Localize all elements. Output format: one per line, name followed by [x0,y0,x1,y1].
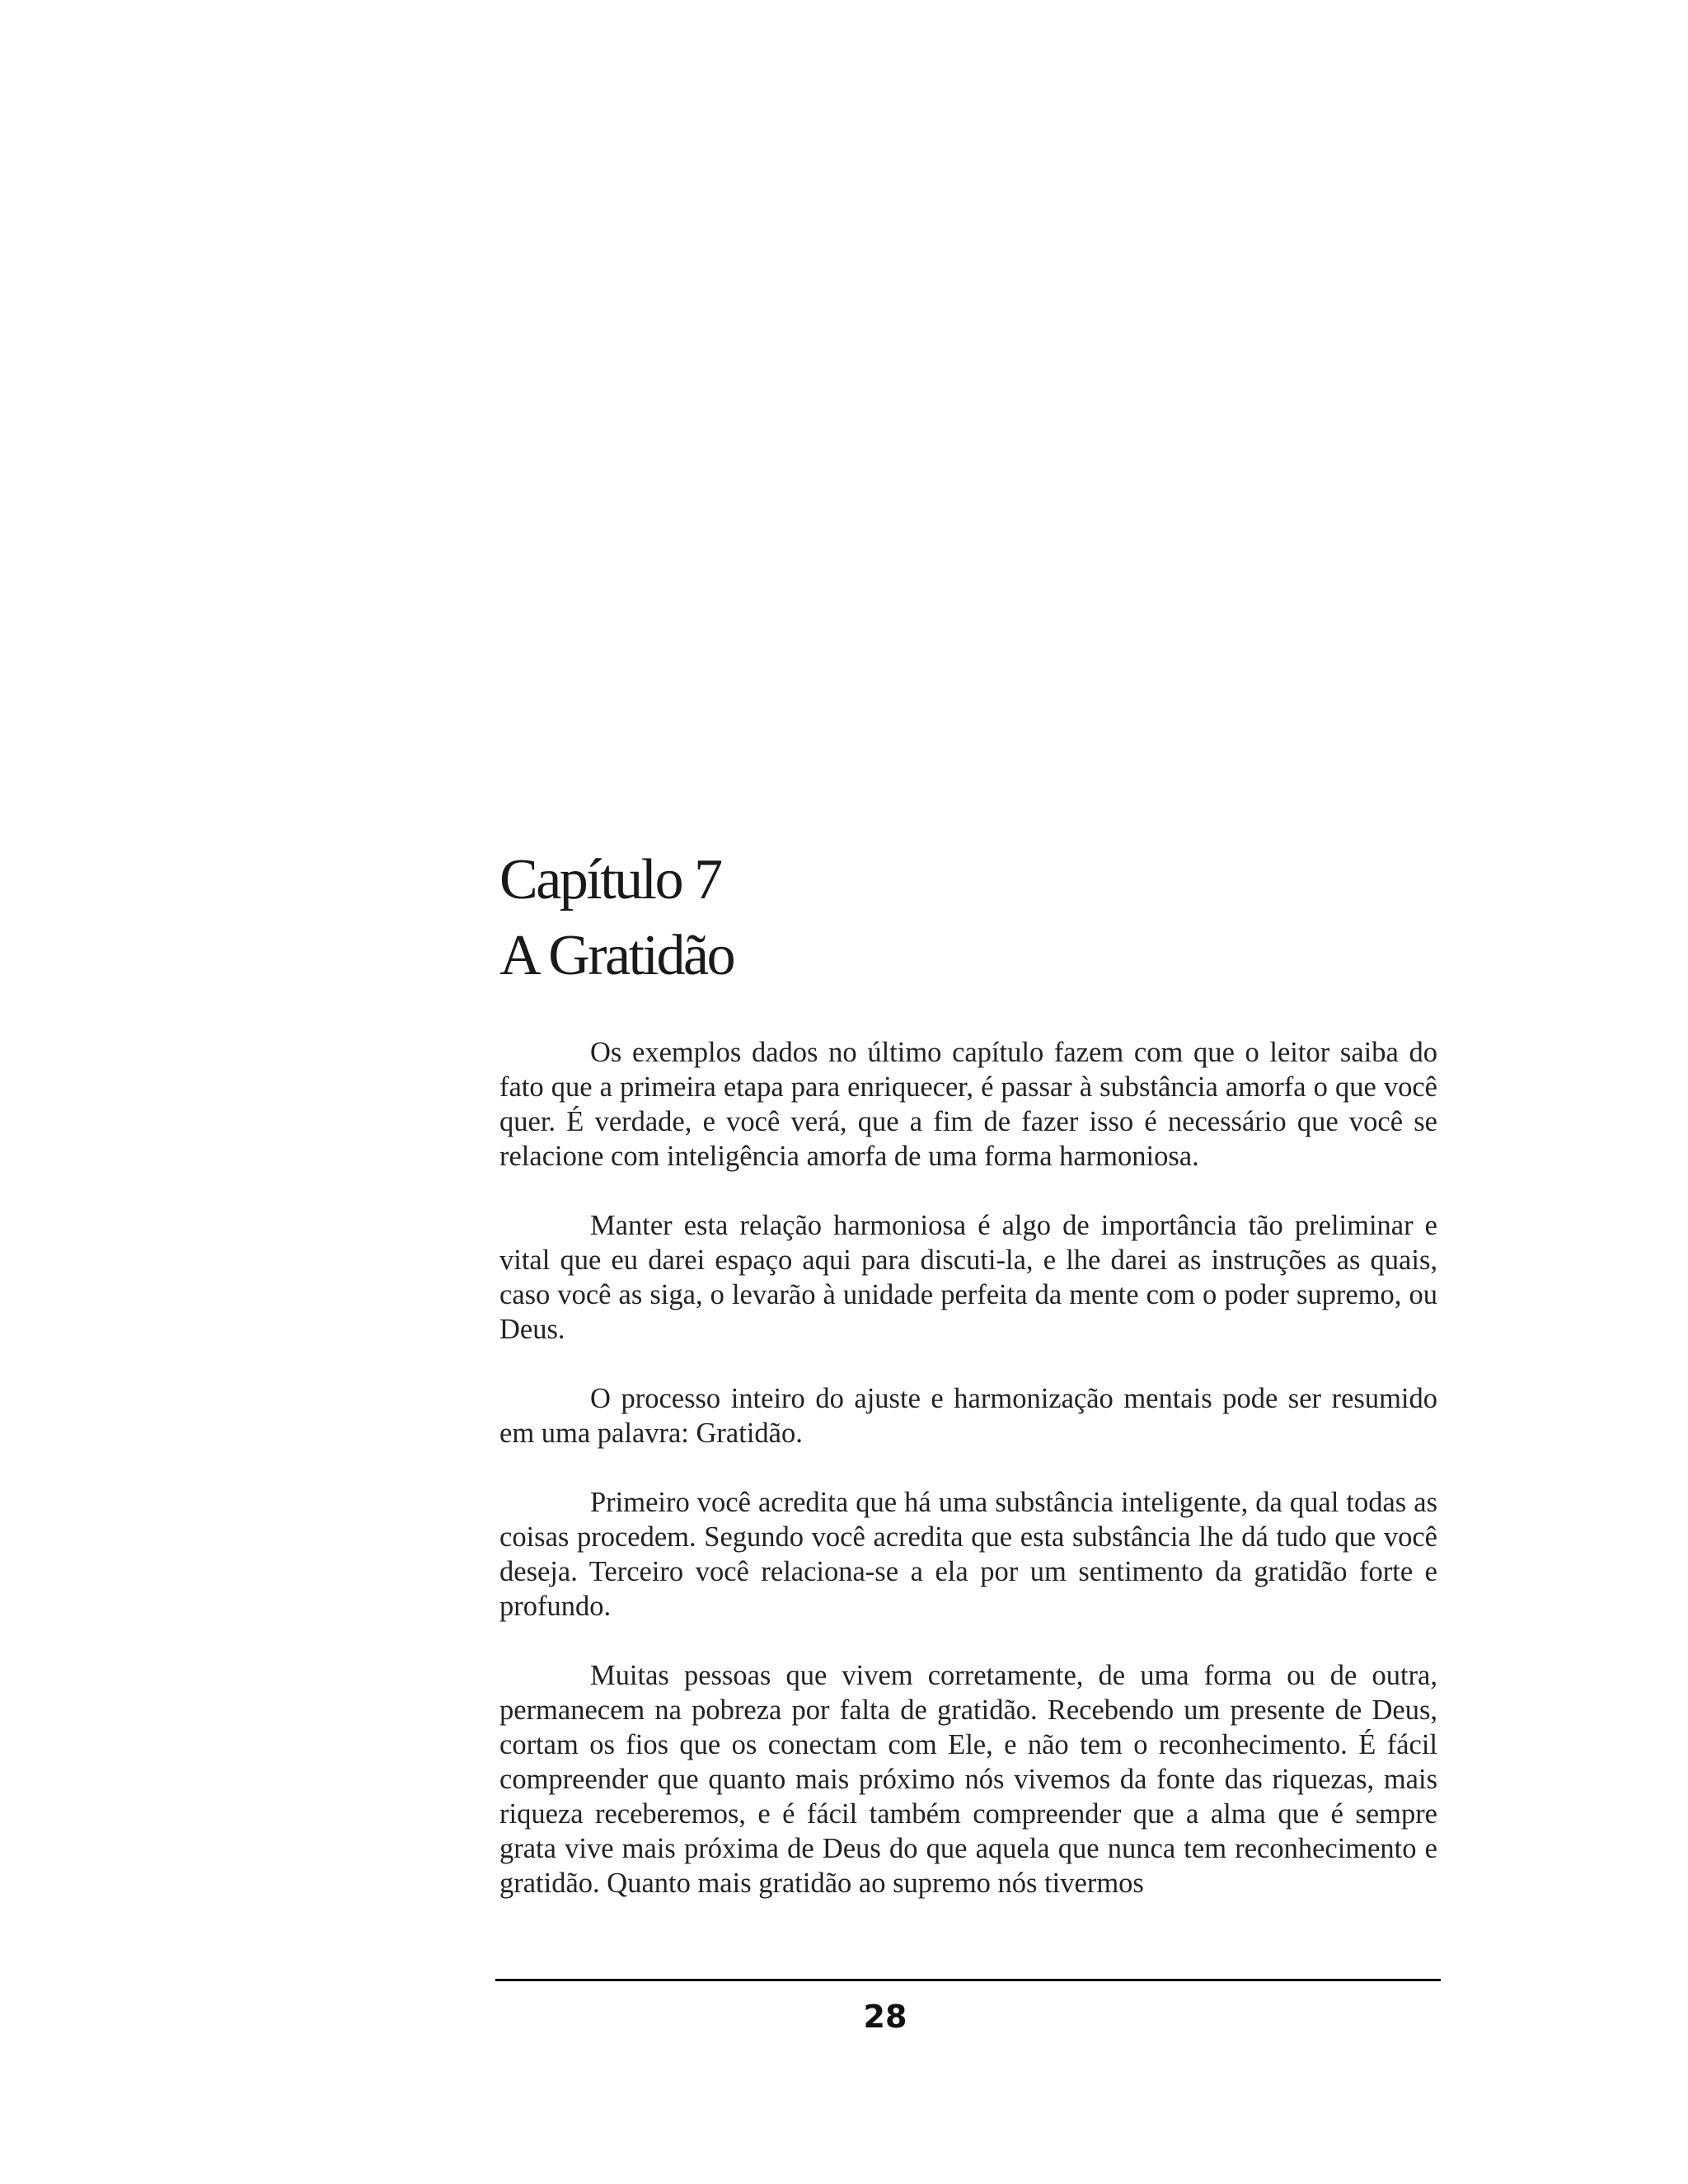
paragraph: O processo inteiro do ajuste e harmonização mentais pode ser resumido em uma palavra: Gratidão. [499,1383,1437,1449]
page-number: 28 [863,1999,907,2035]
chapter-body [499,1035,1437,1900]
chapter-heading [499,842,1447,994]
paragraph: Primeiro você acredita que há uma substância inteligente, da qual todas as coisas procedem. Segundo você acredita que esta substância lhe dá tudo que você deseja. Terceiro você relaciona-se a ela por um sentimento da gratidão forte e profundo. [499,1487,1437,1622]
chapter-number: Capítulo 7 [499,848,721,912]
paragraph: Muitas pessoas que vivem corretamente, de uma forma ou de outra, permanecem na pobreza por falta de gratidão. Recebendo um presente de Deus, cortam os fios que os conectam com Ele, e não tem o reconhecimento. É fácil compreender que quanto mais próximo nós vivemos da fonte das riquezas, mais riqueza receberemos, e é fácil também compreender que a alma que é sempre grata vive mais próxima de Deus do que aquela que nunca tem reconhecimento e gratidão. Quanto mais gratidão ao supremo nós tivermos [499,1660,1437,1899]
paragraph: Os exemplos dados no último capítulo fazem com que o leitor saiba do fato que a primeira etapa para enriquecer, é passar à substância amorfa o que você quer. É verdade, e você verá, que a fim de fazer isso é necessário que você se relacione com inteligência amorfa de uma forma harmoniosa. [499,1037,1437,1172]
paragraph: Manter esta relação harmoniosa é algo de importância tão preliminar e vital que eu darei espaço aqui para discuti-la, e lhe darei as instruções as quais, caso você as siga, o levarão à unidade perfeita da mente com o poder supremo, ou Deus. [499,1210,1437,1345]
footer-divider [495,1979,1441,1981]
chapter-title: A Gratidão [499,924,734,987]
